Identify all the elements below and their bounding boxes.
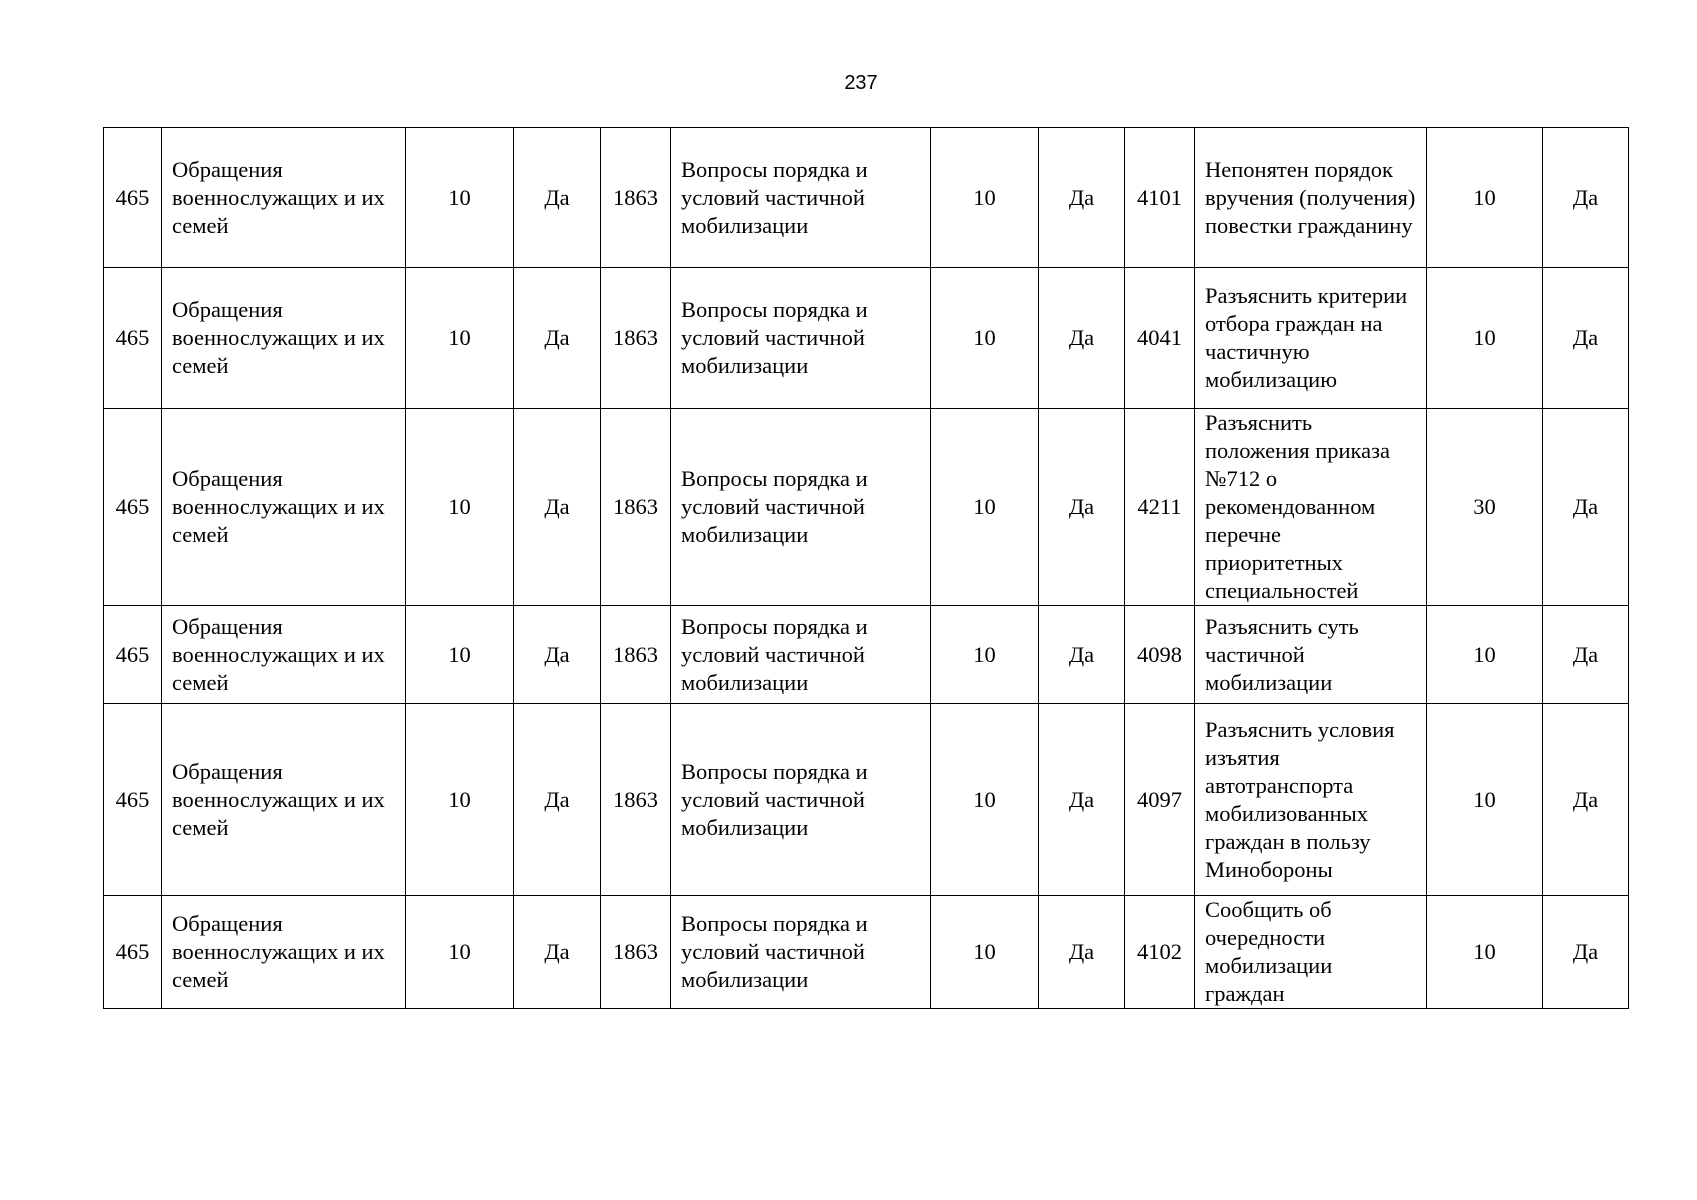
table-cell: Вопросы порядка и условий частичной мобилизации: [671, 896, 931, 1009]
table-cell: 4041: [1125, 268, 1195, 409]
table-cell: Да: [1543, 268, 1629, 409]
table-cell: Обращения военнослужащих и их семей: [162, 896, 406, 1009]
table-cell: Да: [514, 896, 601, 1009]
table-cell: Разъяснить условия изъятия автотранспорта мобилизованных граждан в пользу Минобороны: [1195, 704, 1427, 896]
table-cell: 465: [104, 268, 162, 409]
table-cell: Да: [1543, 606, 1629, 704]
table-cell: Разъяснить критерии отбора граждан на частичную мобилизацию: [1195, 268, 1427, 409]
table-cell: 10: [931, 128, 1039, 268]
table-cell: Да: [514, 268, 601, 409]
table-cell: Да: [1039, 606, 1125, 704]
table-cell: Разъяснить положения приказа №712 о рекомендованном перечне приоритетных специальностей: [1195, 409, 1427, 606]
table-cell: 465: [104, 606, 162, 704]
table-cell: Да: [514, 128, 601, 268]
table-cell: Да: [1039, 409, 1125, 606]
table-cell: Вопросы порядка и условий частичной мобилизации: [671, 606, 931, 704]
table-cell: 10: [406, 128, 514, 268]
table-cell: 1863: [601, 128, 671, 268]
document-table: [103, 127, 1629, 1009]
table-cell: Обращения военнослужащих и их семей: [162, 704, 406, 896]
table-cell: 10: [1427, 128, 1543, 268]
table-cell: 10: [406, 606, 514, 704]
table-cell: 10: [406, 704, 514, 896]
table-cell: 465: [104, 128, 162, 268]
table-cell: Да: [1039, 896, 1125, 1009]
table-row: [104, 896, 1629, 1009]
table-cell: 1863: [601, 704, 671, 896]
table-cell: Обращения военнослужащих и их семей: [162, 606, 406, 704]
table-cell: Вопросы порядка и условий частичной мобилизации: [671, 128, 931, 268]
table-cell: 465: [104, 896, 162, 1009]
table-cell: Да: [1543, 896, 1629, 1009]
table-row: [104, 268, 1629, 409]
table-row: [104, 409, 1629, 606]
table-cell: 1863: [601, 409, 671, 606]
table-cell: Да: [1543, 409, 1629, 606]
table-cell: Сообщить об очередности мобилизации граждан: [1195, 896, 1427, 1009]
table-cell: 1863: [601, 268, 671, 409]
table-cell: 10: [931, 409, 1039, 606]
table-cell: 1863: [601, 896, 671, 1009]
table-cell: 10: [1427, 268, 1543, 409]
page-number: 237: [844, 72, 878, 94]
table-cell: 10: [406, 409, 514, 606]
table-cell: Да: [1543, 704, 1629, 896]
table-cell: 4097: [1125, 704, 1195, 896]
table-row: [104, 704, 1629, 896]
table-cell: 10: [931, 704, 1039, 896]
table-cell: Обращения военнослужащих и их семей: [162, 128, 406, 268]
table-cell: 10: [931, 268, 1039, 409]
table-cell: Да: [514, 704, 601, 896]
table-row: [104, 606, 1629, 704]
table-cell: 10: [931, 606, 1039, 704]
table-cell: 10: [406, 896, 514, 1009]
table-cell: Вопросы порядка и условий частичной мобилизации: [671, 268, 931, 409]
table-cell: Да: [1543, 128, 1629, 268]
table-cell: 4211: [1125, 409, 1195, 606]
table-cell: 4101: [1125, 128, 1195, 268]
table-cell: Да: [514, 606, 601, 704]
table-cell: Обращения военнослужащих и их семей: [162, 409, 406, 606]
table-cell: 10: [406, 268, 514, 409]
table-cell: 4102: [1125, 896, 1195, 1009]
table-cell: 10: [931, 896, 1039, 1009]
table-cell: Да: [1039, 268, 1125, 409]
table-cell: Да: [514, 409, 601, 606]
table-cell: Вопросы порядка и условий частичной мобилизации: [671, 704, 931, 896]
table-cell: 4098: [1125, 606, 1195, 704]
table-cell: 30: [1427, 409, 1543, 606]
table-cell: 465: [104, 409, 162, 606]
table-cell: Разъяснить суть частичной мобилизации: [1195, 606, 1427, 704]
table-cell: Да: [1039, 704, 1125, 896]
table-cell: Вопросы порядка и условий частичной мобилизации: [671, 409, 931, 606]
table-row: [104, 128, 1629, 268]
table-cell: 10: [1427, 606, 1543, 704]
table-cell: Обращения военнослужащих и их семей: [162, 268, 406, 409]
table-cell: 1863: [601, 606, 671, 704]
table-cell: Непонятен порядок вручения (получения) повестки гражданину: [1195, 128, 1427, 268]
table-cell: Да: [1039, 128, 1125, 268]
table-body: [104, 128, 1629, 1009]
table-cell: 465: [104, 704, 162, 896]
table-cell: 10: [1427, 704, 1543, 896]
table-cell: 10: [1427, 896, 1543, 1009]
